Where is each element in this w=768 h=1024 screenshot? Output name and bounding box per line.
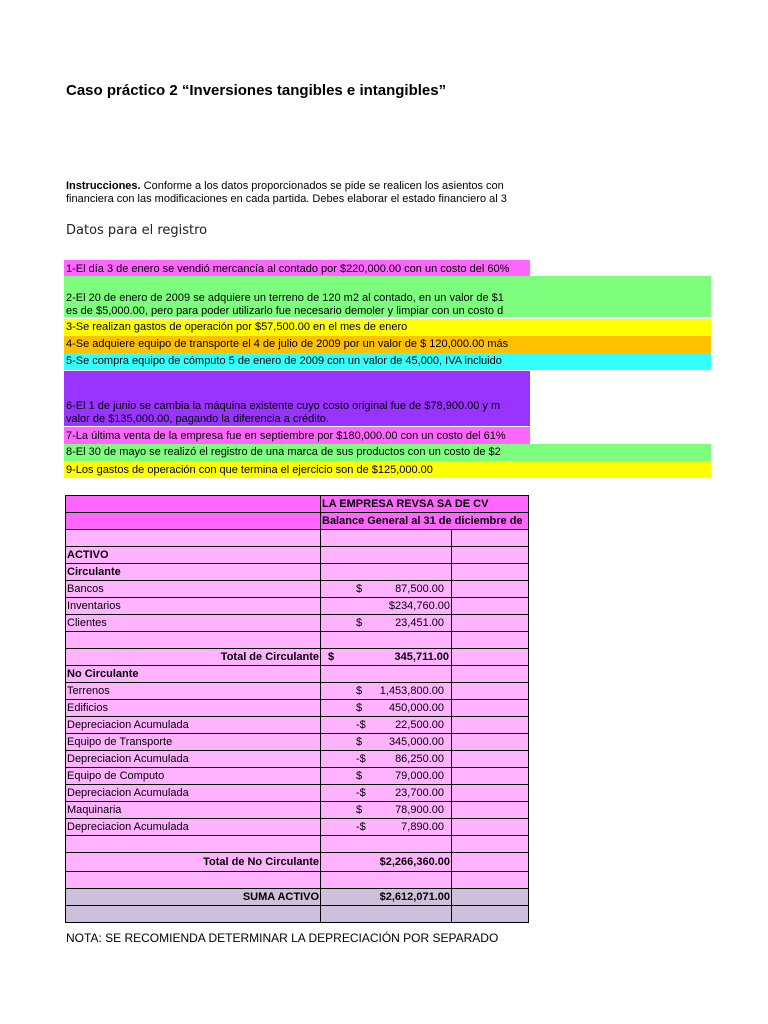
empty-row [66, 906, 529, 923]
account-amount: 7,890.00 [401, 821, 444, 833]
note: NOTA: SE RECOMIENDA DETERMINAR LA DEPRECIACIÓN POR SEPARADO [66, 931, 499, 945]
table-row [66, 666, 529, 683]
account-amount: $234,760.00 [321, 598, 452, 615]
account-label: Maquinaria [66, 802, 321, 819]
total-circulante-row [66, 649, 529, 666]
account-label: Equipo de Transporte [66, 734, 321, 751]
account-amount: 78,900.00 [395, 804, 444, 816]
activo-heading: ACTIVO [66, 547, 321, 564]
item-text-line2: valor de $135,000.00, pagando la diferencia a crédito. [66, 413, 329, 425]
item-1 [64, 260, 530, 277]
account-amount: 1,453,800.00 [379, 685, 444, 697]
item-text: 2-El 20 de enero de 2009 se adquiere un terreno de 120 m2 al contado, en un valor de $1 [66, 292, 504, 304]
currency-sign: $ [356, 583, 363, 595]
suma-activo-row [66, 889, 529, 906]
account-label: Clientes [66, 615, 321, 632]
table-row [66, 683, 529, 700]
account-label: Equipo de Computo [66, 768, 321, 785]
account-amount: 86,250.00 [395, 753, 444, 765]
table-row [66, 802, 529, 819]
account-amount: 22,500.00 [395, 719, 444, 731]
total-no-circulante-row [66, 853, 529, 872]
currency-sign: -$ [356, 753, 366, 765]
account-amount: 450,000.00 [388, 702, 444, 714]
total-circulante-sign: $ [328, 651, 335, 663]
item-text: 1-El día 3 de enero se vendió mercancía al contado por $220,000.00 con un costo del 60% [66, 263, 510, 275]
item-4 [64, 336, 711, 353]
table-row [66, 785, 529, 802]
empty-row [66, 632, 529, 649]
table-row [66, 734, 529, 751]
account-label: Depreciacion Acumulada [66, 751, 321, 768]
item-text: 6-El 1 de junio se cambia la máquina existente cuyo costo original fue de $78,900.00 y m [66, 400, 501, 412]
balance-header-row [66, 496, 529, 513]
account-label: Depreciacion Acumulada [66, 717, 321, 734]
table-row [66, 819, 529, 836]
item-text: 5-Se compra equipo de cómputo 5 de enero de 2009 con un valor de 45,000, IVA incluido [66, 355, 502, 367]
account-label: Inventarios [66, 598, 321, 615]
account-amount: 79,000.00 [395, 770, 444, 782]
account-amount: 345,000.00 [388, 736, 444, 748]
empty-row [66, 530, 529, 547]
currency-sign: $ [356, 736, 363, 748]
account-amount: 87,500.00 [395, 583, 444, 595]
table-row [66, 751, 529, 768]
currency-sign: -$ [356, 821, 366, 833]
total-circulante-value: 345,711.00 [394, 651, 449, 663]
item-9 [64, 461, 711, 478]
account-label: Bancos [66, 581, 321, 598]
currency-sign: $ [356, 617, 363, 629]
page-title: Caso práctico 2 “Inversiones tangibles e intangibles” [66, 82, 447, 99]
table-row [66, 768, 529, 785]
currency-sign: $ [356, 804, 363, 816]
total-no-circulante-value: $2,266,360.00 [321, 853, 452, 872]
currency-sign: $ [356, 685, 363, 697]
balance-subtitle: Balance General al 31 de diciembre de [321, 513, 529, 530]
item-5 [64, 353, 711, 370]
currency-sign: $ [356, 702, 363, 714]
table-row [66, 598, 529, 615]
suma-activo-label: SUMA ACTIVO [66, 889, 321, 906]
instructions-line1: Conforme a los datos proporcionados se pide se realicen los asientos con [140, 180, 504, 192]
account-amount: 23,700.00 [395, 787, 444, 799]
instructions [66, 180, 532, 206]
instructions-line2: financiera con las modificaciones en cada partida. Debes elaborar el estado financiero al 3 [66, 193, 507, 205]
currency-sign: -$ [356, 719, 366, 731]
item-3 [64, 319, 711, 336]
circulante-heading: Circulante [66, 564, 321, 581]
item-text: 8-El 30 de mayo se realizó el registro de una marca de sus productos con un costo de $2 [66, 446, 501, 458]
item-8 [64, 444, 711, 461]
suma-activo-value: $2,612,071.00 [321, 889, 452, 906]
table-row [66, 700, 529, 717]
currency-sign: -$ [356, 787, 366, 799]
item-text: 7-La última venta de la empresa fue en septiembre por $180,000.00 con un costo del 61% [66, 430, 506, 442]
account-label: Edificios [66, 700, 321, 717]
circulante-rows [66, 581, 529, 632]
total-circulante-label: Total de Circulante [66, 649, 321, 666]
item-text: 4-Se adquiere equipo de transporte el 4 de julio de 2009 por un valor de $ 120,000.00 más [66, 338, 509, 350]
empty-row [66, 836, 529, 853]
balance-subtitle-row [66, 513, 529, 530]
table-row [66, 547, 529, 564]
account-label: Terrenos [66, 683, 321, 700]
currency-sign: $ [356, 770, 363, 782]
datos-label: Datos para el registro [66, 223, 208, 238]
item-6 [64, 371, 530, 426]
table-row [66, 564, 529, 581]
no-circulante-rows [66, 683, 529, 836]
table-row [66, 581, 529, 598]
item-text: 9-Los gastos de operación con que termina el ejercicio son de $125,000.00 [66, 464, 433, 476]
account-amount: 23,451.00 [395, 617, 444, 629]
total-no-circulante-label: Total de No Circulante [66, 853, 321, 872]
item-text-line2: es de $5,000.00, pero para poder utilizarlo fue necesario demoler y limpiar con un costo d [66, 305, 504, 317]
no-circulante-heading: No Circulante [66, 666, 321, 683]
account-label: Depreciacion Acumulada [66, 819, 321, 836]
item-text: 3-Se realizan gastos de operación por $57,500.00 en el mes de enero [66, 321, 408, 333]
item-7 [64, 427, 530, 444]
account-label: Depreciacion Acumulada [66, 785, 321, 802]
empty-row [66, 872, 529, 889]
balance-sheet [65, 495, 529, 923]
table-row [66, 615, 529, 632]
table-row [66, 717, 529, 734]
company-name: LA EMPRESA REVSA SA DE CV [321, 496, 529, 513]
instructions-label: Instrucciones. [66, 180, 141, 192]
item-2 [64, 276, 711, 317]
